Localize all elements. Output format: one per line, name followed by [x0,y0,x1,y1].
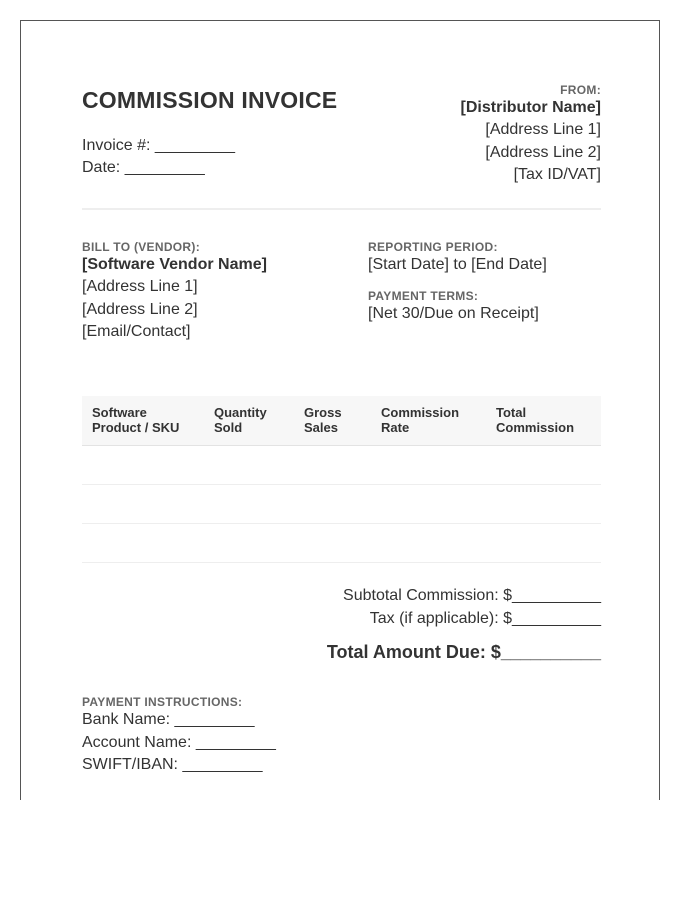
table-row [82,524,601,563]
column-header-line: Sold [214,420,243,435]
column-header-line: Gross [304,405,342,420]
from-address-line-2: [Address Line 2] [485,143,601,161]
reporting-period-label: REPORTING PERIOD: [368,240,498,254]
column-header-line: Commission [381,405,460,420]
table-cell [82,485,204,524]
bill-to-contact: [Email/Contact] [82,323,191,340]
line-items-table [82,396,601,563]
table-cell [371,524,486,563]
column-header-total-commission [486,396,601,446]
payment-terms-label: PAYMENT TERMS: [368,288,479,303]
tax-line: Tax (if applicable): $__________ [369,609,601,627]
invoice-header [82,83,601,209]
from-tax-id: [Tax ID/VAT] [513,166,601,183]
column-header-gross-sales [294,396,371,446]
column-header-line: Total [496,405,527,420]
vendor-name: [Software Vendor Name] [82,256,267,273]
table-cell [371,485,486,524]
total-amount-due-line: Total Amount Due: $__________ [326,642,601,662]
table-cell [371,446,486,485]
payment-terms-value: [Net 30/Due on Receipt] [368,304,539,322]
column-header-quantity [204,396,294,446]
table-cell [294,524,371,563]
bill-to-label: BILL TO (VENDOR): [82,240,200,254]
bill-to-block [82,240,267,344]
bill-to-address-line-2: [Address Line 2] [82,300,198,318]
subtotal-commission-line: Subtotal Commission: $__________ [343,587,601,604]
account-name-line: Account Name: _________ [82,733,276,751]
invoice-page [20,20,660,800]
reporting-period-value: [Start Date] to [End Date] [368,256,547,273]
bank-name-line: Bank Name: _________ [82,711,255,728]
table-cell [204,485,294,524]
column-header-line: Commission [496,420,575,435]
swift-iban-line: SWIFT/IBAN: _________ [82,756,263,773]
invoice-content [82,83,601,773]
column-header-line: Sales [304,420,338,435]
column-header-line: Product / SKU [92,420,180,435]
table-cell [486,485,601,524]
invoice-date-line: Date: _________ [82,159,205,176]
column-header-line: Rate [381,420,410,435]
column-header-product [82,396,204,446]
from-address-line-1: [Address Line 1] [485,121,601,138]
table-cell [294,446,371,485]
bill-to-address-line-1: [Address Line 1] [82,278,198,295]
table-header-row [82,396,601,446]
column-header-line: Quantity [214,405,267,420]
table-cell [82,524,204,563]
column-header-line: Software [92,405,147,420]
table-cell [486,446,601,485]
table-row [82,446,601,485]
table-cell [204,524,294,563]
header-divider [82,208,601,210]
table-cell [82,446,204,485]
totals-block [327,585,601,663]
from-block [461,83,601,187]
column-header-commission-rate [371,396,486,446]
party-section [82,240,601,350]
invoice-title: COMMISSION INVOICE [82,87,338,113]
distributor-name: [Distributor Name] [460,99,601,116]
table-cell [204,446,294,485]
payment-instructions-block [82,695,276,777]
period-terms-block [368,240,547,325]
from-label: FROM: [560,83,601,97]
table-cell [294,485,371,524]
table-cell [486,524,601,563]
table-row [82,485,601,524]
invoice-number-line: Invoice #: _________ [82,137,236,154]
payment-instructions-label: PAYMENT INSTRUCTIONS: [82,695,243,709]
